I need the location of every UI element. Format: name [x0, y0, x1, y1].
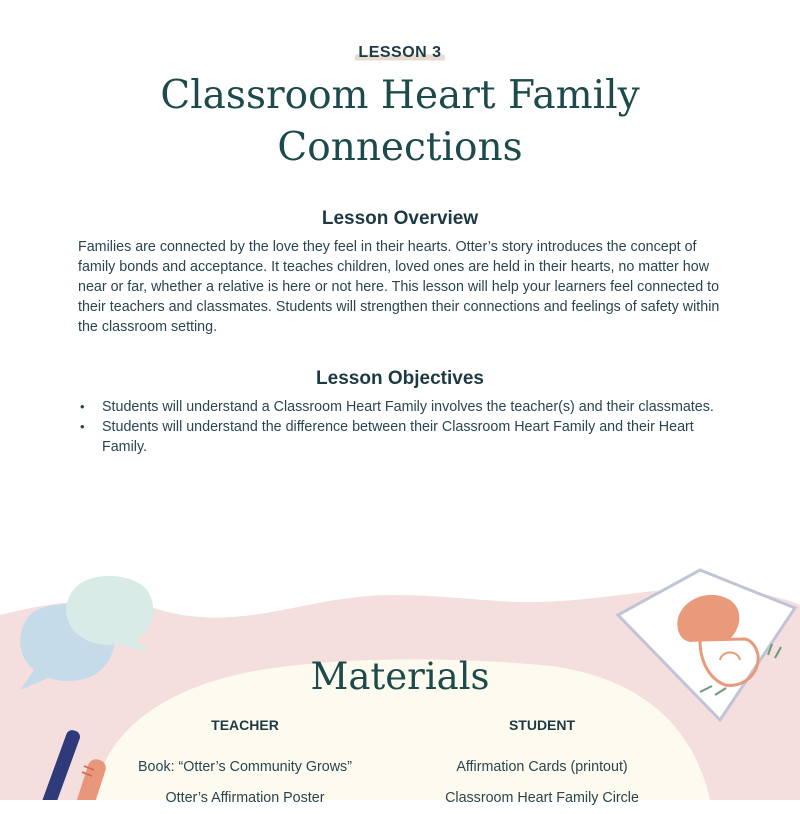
objectives-heading: Lesson Objectives — [316, 368, 484, 389]
student-material-item: Affirmation Cards (printout) — [456, 759, 628, 775]
teacher-materials-list — [85, 752, 405, 814]
student-material-item: Classroom Heart Family Circle — [445, 790, 639, 806]
overview-text: Families are connected by the love they feel in their hearts. Otter’s story introduces the concept of family bonds and acceptance. It teaches children, loved ones are held in their hearts, no matter how near or far, whether a relative is here or not here. This lesson will help your learners feel connected to their teachers and classmates. Students will strengthen their connections and feelings of safety within the classroom setting. — [78, 239, 720, 335]
teacher-heading: TEACHER — [211, 717, 279, 733]
page-title — [0, 70, 800, 174]
title-line-2: Connections — [277, 125, 523, 170]
objective-item: • Students will understand the difference between their Classroom Heart Family and their Heart Family. — [78, 417, 728, 457]
lesson-label — [0, 44, 800, 62]
student-heading: STUDENT — [508, 717, 576, 733]
teacher-material-item: Otter’s Affirmation Poster — [165, 790, 325, 806]
teacher-material-item: Book: “Otter’s Community Grows” — [138, 759, 352, 775]
overview-heading: Lesson Overview — [321, 208, 479, 229]
objectives-list — [78, 397, 728, 457]
lesson-number: LESSON 3 — [355, 44, 444, 62]
student-materials-list — [382, 752, 702, 814]
objective-item: • Students will understand a Classroom Heart Family involves the teacher(s) and their classmates. — [78, 397, 728, 417]
materials-title: Materials — [310, 655, 490, 698]
title-line-1: Classroom Heart Family — [160, 73, 640, 118]
